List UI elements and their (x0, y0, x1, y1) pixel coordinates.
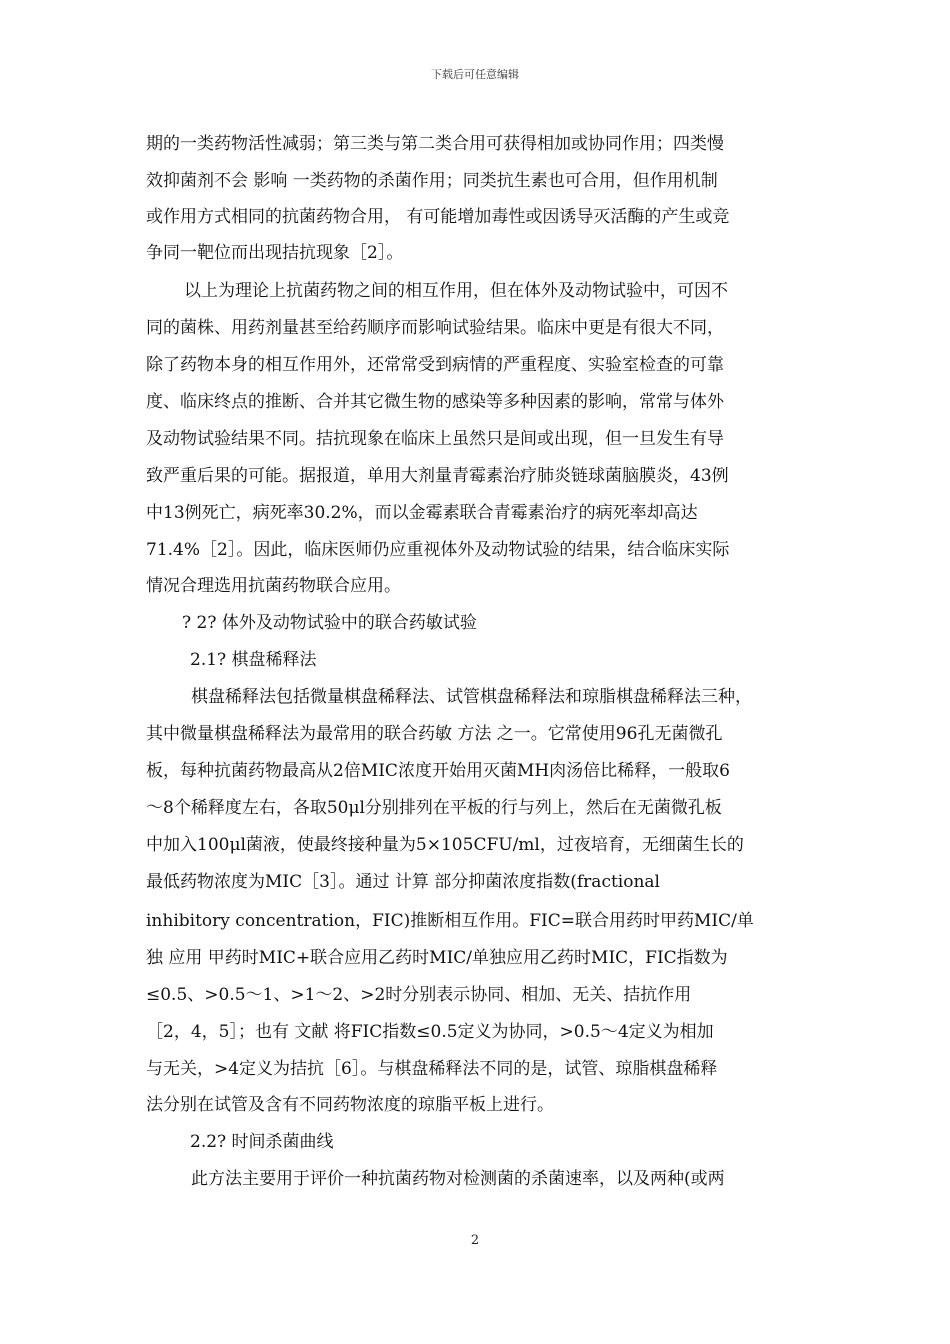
paragraph-line: 同的菌株、用药剂量甚至给药顺序而影响试验结果。临床中更是有很大不同， (146, 318, 724, 338)
paragraph-line: 期的一类药物活性减弱；第三类与第二类合用可获得相加或协同作用；四类慢 (146, 134, 724, 154)
section-heading: ? 2? 体外及动物试验中的联合药敏试验 (182, 613, 477, 633)
paragraph-line: 棋盘稀释法包括微量棋盘稀释法、试管棋盘稀释法和琼脂棋盘稀释法三种， (191, 687, 752, 707)
paragraph-line: 效抑菌剂不会 影响 一类药物的杀菌作用；同类抗生素也可合用，但作用机制 (146, 171, 718, 191)
paragraph-line: ［2，4，5］；也有 文献 将FIC指数≤0.5定义为协同，>0.5～4定义为相加 (146, 1022, 714, 1042)
paragraph-line: 致严重后果的可能。据报道，单用大剂量青霉素治疗肺炎链球菌脑膜炎，43例 (146, 466, 729, 486)
paragraph-line: inhibitory concentration，FIC)推断相互作用。FIC=联合用药时甲药MIC/单 (146, 911, 754, 931)
paragraph-line: ～8个稀释度左右，各取50μl分别排列在平板的行与列上，然后在无菌微孔板 (146, 798, 722, 818)
paragraph-line: 争同一靶位而出现拮抗现象［2］。 (146, 243, 404, 263)
page-number: 2 (470, 1233, 480, 1248)
paragraph-line: 独 应用 甲药时MIC+联合应用乙药时MIC/单独应用乙药时MIC，FIC指数为 (146, 948, 728, 968)
paragraph-line: 法分别在试管及含有不同药物浓度的琼脂平板上进行。 (146, 1095, 554, 1115)
paragraph-line: 除了药物本身的相互作用外，还常常受到病情的严重程度、实验室检查的可靠 (146, 355, 724, 375)
paragraph-line: 71.4%［2］。因此，临床医师仍应重视体外及动物试验的结果，结合临床实际 (146, 540, 730, 560)
paragraph-line: 及动物试验结果不同。拮抗现象在临床上虽然只是间或出现，但一旦发生有导 (146, 429, 724, 449)
paragraph-line: 度、临床终点的推断、合并其它微生物的感染等多种因素的影响，常常与体外 (146, 392, 724, 412)
paragraph-line: 中13例死亡，病死率30.2%，而以金霉素联合青霉素治疗的病死率却高达 (146, 503, 698, 523)
paragraph-line: 中加入100μl菌液，使最终接种量为5×105CFU/ml，过夜培育，无细菌生长的 (146, 835, 744, 855)
paragraph-line: 此方法主要用于评价一种抗菌药物对检测菌的杀菌速率，以及两种(或两 (191, 1169, 725, 1189)
paragraph-line: 以上为理论上抗菌药物之间的相互作用，但在体外及动物试验中，可因不 (184, 281, 728, 301)
paragraph-line: 与无关，>4定义为拮抗［6］。与棋盘稀释法不同的是，试管、琼脂棋盘稀释 (146, 1059, 718, 1079)
paragraph-line: 板，每种抗菌药物最高从2倍MIC浓度开始用灭菌MH肉汤倍比稀释，一般取6 (146, 761, 730, 781)
subsection-heading: 2.2? 时间杀菌曲线 (190, 1132, 334, 1152)
paragraph-line: 其中微量棋盘稀释法为最常用的联合药敏 方法 之一。它常使用96孔无菌微孔 (146, 724, 723, 744)
paragraph-line: 情况合理选用抗菌药物联合应用。 (146, 576, 401, 596)
page-header: 下载后可任意编辑 (431, 68, 519, 81)
paragraph-line: 最低药物浓度为MIC［3］。通过 计算 部分抑菌浓度指数(fractional (146, 872, 660, 892)
subsection-heading: 2.1? 棋盘稀释法 (190, 650, 317, 670)
paragraph-line: ≤0.5、>0.5～1、>1～2、>2时分别表示协同、相加、无关、拮抗作用 (146, 985, 692, 1005)
paragraph-line: 或作用方式相同的抗菌药物合用， 有可能增加毒性或因诱导灭活酶的产生或竞 (146, 207, 730, 227)
